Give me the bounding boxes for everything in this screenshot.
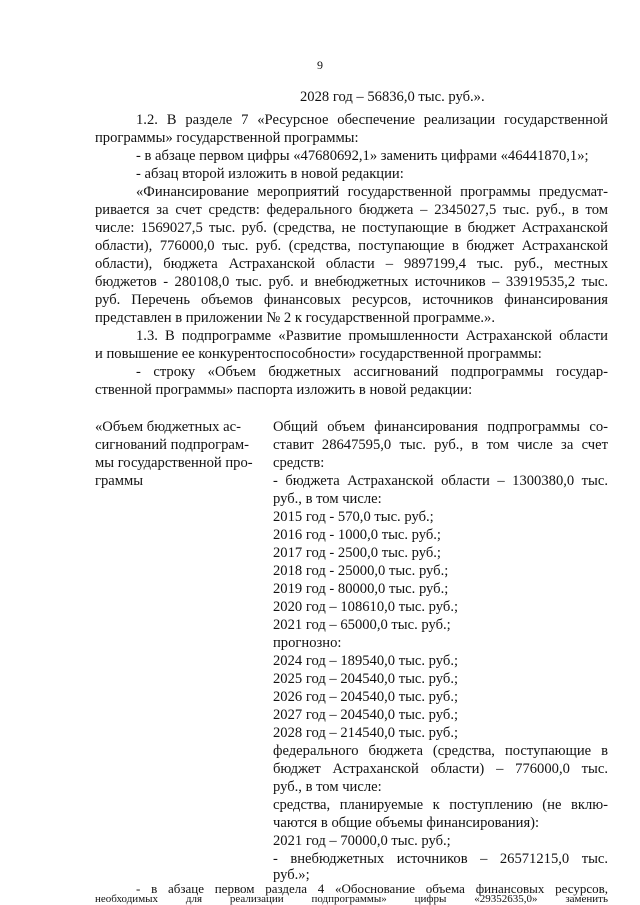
quoted-paragraph-line: представлен в приложении № 2 к государственной программе.».	[95, 310, 495, 326]
right-cell-line: федерального бюджета (средства, поступающие в	[273, 743, 608, 759]
left-cell-line: мы государственной про-	[95, 455, 253, 471]
quoted-paragraph-line: руб. Перечень объемов финансовых ресурсов, источников финансирования	[95, 292, 608, 308]
right-cell-line: 2019 год - 80000,0 тыс. руб.;	[273, 581, 449, 597]
right-cell-line: 2021 год – 65000,0 тыс. руб.;	[273, 617, 451, 633]
year-2028-line: 2028 год – 56836,0 тыс. руб.».	[300, 89, 485, 105]
right-cell-line: средства, планируемые к поступлению (не вклю-	[273, 797, 608, 813]
left-cell-line: сигнований подпрограм-	[95, 437, 250, 453]
right-cell-line: руб., в том числе:	[273, 779, 382, 795]
paragraph-1-3-line: 1.3. В подпрограмме «Развитие промышленности Астраханской области	[136, 328, 608, 344]
quoted-paragraph-line: бюджетов - 280108,0 тыс. руб. и внебюджетных источников – 33919535,2 тыс.	[95, 274, 608, 290]
right-cell-line: руб.»;	[273, 867, 310, 883]
right-cell-line: 2027 год – 204540,0 тыс. руб.;	[273, 707, 459, 723]
passport-row-label-cell	[95, 418, 265, 490]
right-cell-line: 2015 год - 570,0 тыс. руб.;	[273, 509, 434, 525]
left-cell-line: граммы	[95, 473, 144, 489]
right-cell-line: 2028 год – 214540,0 тыс. руб.;	[273, 725, 459, 741]
quoted-paragraph-line: ривается за счет средств: федерального бюджета – 2345027,5 тыс. руб., в том	[95, 202, 608, 218]
right-cell-line: 2017 год - 2500,0 тыс. руб.;	[273, 545, 441, 561]
right-cell-line: 2020 год – 108610,0 тыс. руб.;	[273, 599, 459, 615]
paragraph-1-2-line: программы» государственной программы:	[95, 130, 359, 146]
section-4-paragraph-line: необходимых для реализации подпрограммы» цифры «29352635,0» заменить	[95, 893, 608, 905]
quoted-paragraph-line: области), 776000,0 тыс. руб. (средства, поступающие в бюджет Астраханской	[95, 238, 608, 254]
paragraph-1-2-line: - абзац второй изложить в новой редакции:	[136, 166, 404, 182]
right-cell-line: 2018 год - 25000,0 тыс. руб.;	[273, 563, 449, 579]
paragraph-1-3-line: и повышение ее конкурентоспособности» государственной программы:	[95, 346, 542, 362]
right-cell-line: 2026 год – 204540,0 тыс. руб.;	[273, 689, 459, 705]
right-cell-line: - бюджета Астраханской области – 1300380,0 тыс.	[273, 473, 608, 489]
right-cell-line: средств:	[273, 455, 325, 471]
right-cell-line: бюджет Астраханской области) – 776000,0 тыс.	[273, 761, 608, 777]
right-cell-line: 2021 год – 70000,0 тыс. руб.;	[273, 833, 451, 849]
left-cell-line: «Объем бюджетных ас-	[95, 419, 241, 435]
right-cell-line: руб., в том числе:	[273, 491, 382, 507]
paragraph-1-3-line: ственной программы» паспорта изложить в новой редакции:	[95, 382, 473, 398]
right-cell-line: 2016 год - 1000,0 тыс. руб.;	[273, 527, 441, 543]
right-cell-line: 2025 год – 204540,0 тыс. руб.;	[273, 671, 459, 687]
right-cell-line: ставит 28647595,0 тыс. руб., в том числе за счет	[273, 437, 608, 453]
right-cell-line: Общий объем финансирования подпрограммы со-	[273, 419, 608, 435]
right-cell-line: - внебюджетных источников – 26571215,0 тыс.	[273, 851, 608, 867]
paragraph-1-3-line: - строку «Объем бюджетных ассигнований подпрограммы государ-	[136, 364, 608, 380]
quoted-paragraph-line: числе: 1569027,5 тыс. руб. (средства, не поступающие в бюджет Астраханской	[95, 220, 608, 236]
section-4-paragraph-line: - в абзаце первом раздела 4 «Обоснование объема финансовых ресурсов,	[136, 881, 608, 896]
quoted-paragraph-line: области), бюджета Астраханской области – 9897199,4 тыс. руб., местных	[95, 256, 608, 272]
quoted-paragraph-line: «Финансирование мероприятий государственной программы предусмат-	[136, 184, 608, 200]
page-number: 9	[317, 58, 323, 72]
right-cell-line: чаются в общие объемы финансирования):	[273, 815, 540, 831]
paragraph-1-2-line: - в абзаце первом цифры «47680692,1» заменить цифрами «46441870,1»;	[136, 148, 589, 164]
paragraph-1-2-line: 1.2. В разделе 7 «Ресурсное обеспечение реализации государственной	[136, 112, 608, 128]
right-cell-line: прогнозно:	[273, 635, 342, 651]
right-cell-line: 2024 год – 189540,0 тыс. руб.;	[273, 653, 459, 669]
